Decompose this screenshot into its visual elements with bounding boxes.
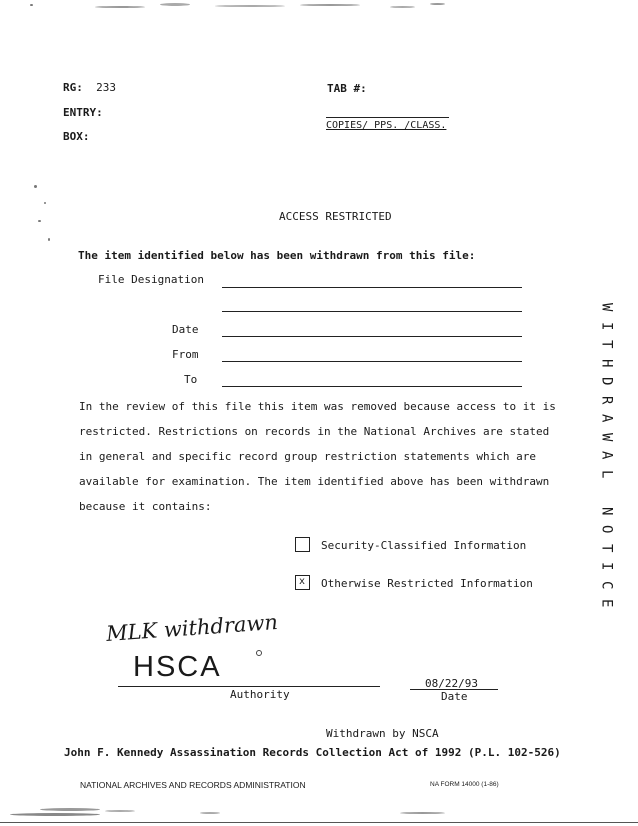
side-letter: E <box>598 599 615 608</box>
review-line-4: available for examination. The item identified above has been withdrawn <box>79 475 550 488</box>
side-letter: I <box>598 562 615 571</box>
review-line-2: restricted. Restrictions on records in the National Archives are stated <box>79 425 550 438</box>
side-letter: C <box>598 580 615 589</box>
authority-line <box>118 686 380 687</box>
side-letter: I <box>598 321 615 330</box>
review-line-3: in general and specific record group restriction statements which are <box>79 450 536 463</box>
withdrawal-notice-side <box>596 298 616 613</box>
side-letter: R <box>598 395 615 404</box>
from-field-label: From <box>172 348 199 361</box>
copies-underline <box>326 117 449 118</box>
side-letter: H <box>598 358 615 367</box>
date-label: Date <box>441 690 468 703</box>
box-label: BOX: <box>63 130 90 143</box>
withdrawn-by: Withdrawn by NSCA <box>326 727 439 740</box>
scan-noise-bottom <box>0 800 638 826</box>
side-letter: T <box>598 340 615 349</box>
to-field-label: To <box>184 373 198 386</box>
side-letter <box>597 488 616 496</box>
authority-label: Authority <box>230 688 290 701</box>
handwritten-hsca: HSCA <box>133 651 222 683</box>
act-citation: John F. Kennedy Assassination Records Collection Act of 1992 (P.L. 102-526) <box>64 746 561 759</box>
side-letter: L <box>598 469 615 478</box>
form-number: NA FORM 14000 (1-86) <box>430 781 499 788</box>
file-designation-line-2 <box>222 311 522 312</box>
side-letter: T <box>598 543 615 552</box>
from-field-line <box>222 361 522 362</box>
page-title: ACCESS RESTRICTED <box>279 210 392 223</box>
copies-label: COPIES/ PPS. /CLASS. <box>326 120 447 131</box>
to-field-line <box>222 386 522 387</box>
agency-footer: NATIONAL ARCHIVES AND RECORDS ADMINISTRATION <box>80 780 306 790</box>
check-x-icon: x <box>299 576 306 587</box>
entry-label: ENTRY: <box>63 106 103 119</box>
date-field-line <box>222 336 522 337</box>
tab-label: TAB #: <box>327 82 367 95</box>
restricted-checkbox[interactable] <box>295 575 310 590</box>
rg-label: RG: 233 <box>63 81 116 94</box>
side-letter: A <box>598 414 615 423</box>
side-letter: A <box>598 451 615 460</box>
side-letter: O <box>598 525 615 534</box>
left-edge-specks <box>30 180 60 260</box>
side-letter: N <box>598 506 615 515</box>
review-line-5: because it contains: <box>79 500 212 513</box>
file-designation-label: File Designation <box>98 273 204 286</box>
rg-value: 233 <box>96 81 116 94</box>
side-letter: W <box>598 303 615 312</box>
intro-text: The item identified below has been withdrawn from this file: <box>78 249 476 262</box>
side-letter: W <box>598 432 615 441</box>
file-designation-line-1 <box>222 287 522 288</box>
security-option-label: Security-Classified Information <box>321 539 527 552</box>
security-checkbox[interactable] <box>295 537 310 552</box>
restricted-option-label: Otherwise Restricted Information <box>321 577 533 590</box>
small-circle-mark <box>256 650 262 656</box>
handwritten-note: MLK withdrawn <box>105 610 279 646</box>
scan-noise-top <box>0 0 638 14</box>
side-letter: D <box>598 377 615 386</box>
review-line-1: In the review of this file this item was removed because access to it is <box>79 400 556 413</box>
date-field-label: Date <box>172 323 199 336</box>
date-value: 08/22/93 <box>425 677 478 690</box>
